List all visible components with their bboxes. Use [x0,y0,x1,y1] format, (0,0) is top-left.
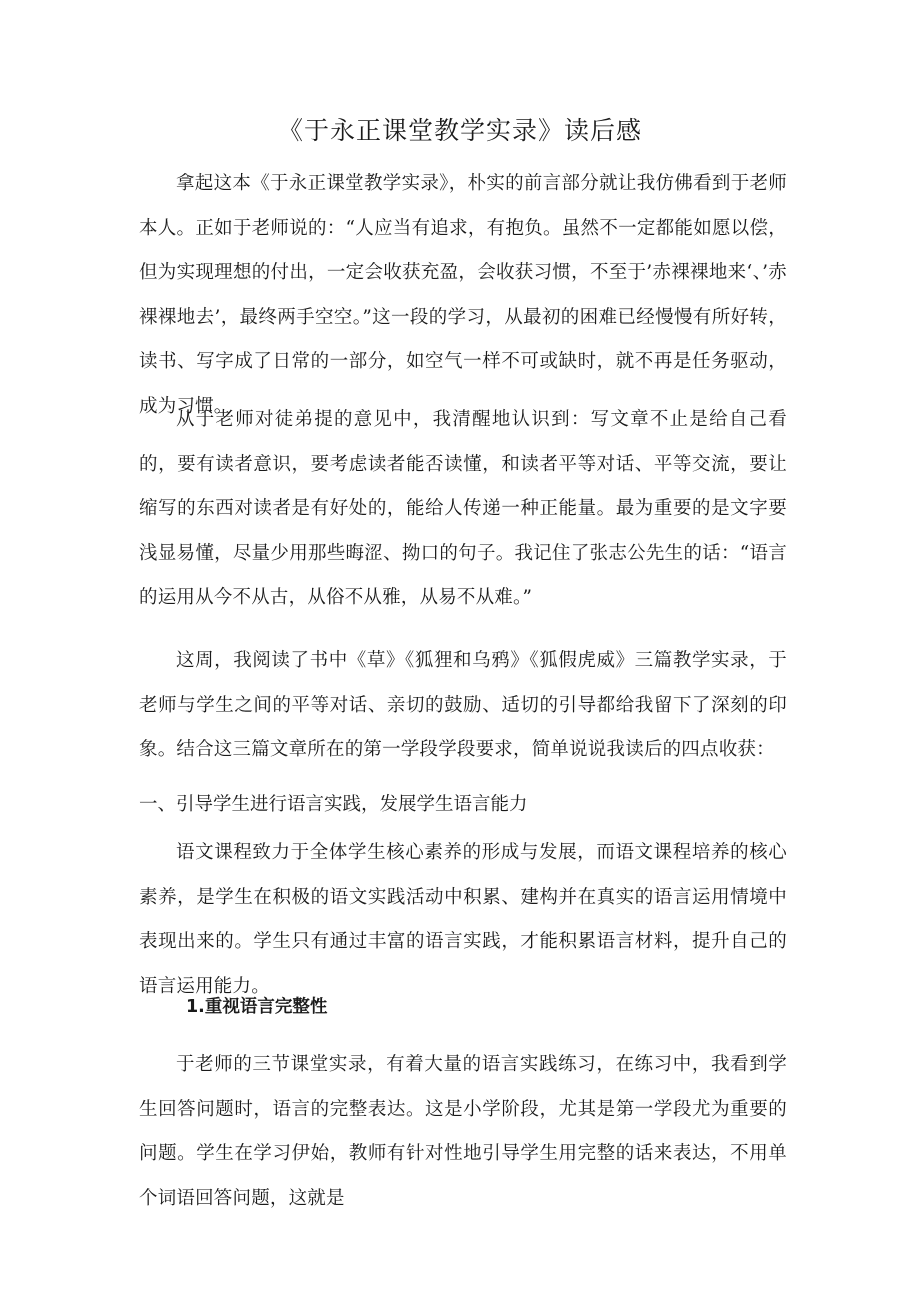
document-title: 《于永正课堂教学实录》读后感 [277,116,642,145]
paragraph-core-literacy: 语文课程致力于全体学生核心素养的形成与发展，而语文课程培养的核心素养，是学生在积极的语文实践活动中积累、建构并在真实的语言运用情境中表现出来的。学生只有通过丰富的语言实践，才能积累语言材料，提升自己的语言运用能力。 [139,842,787,997]
subheading-language-completeness: 1.重视语言完整性 [186,997,328,1017]
paragraph-classroom-records: 于老师的三节课堂实录，有着大量的语言实践练习，在练习中，我看到学生回答问题时，语言的完整表达。这是小学阶段，尤其是第一学段尤为重要的问题。学生在学习伊始，教师有针对性地引导学生用完整的话来表达，不用单个词语回答问题，这就是 [139,1054,787,1209]
paragraph-teacher-advice: 从于老师对徒弟提的意见中，我清醒地认识到：写文章不止是给自己看的，要有读者意识，要考虑读者能否读懂，和读者平等对话、平等交流，要让缩写的东西对读者是有好处的，能给人传递一种正能量。最为重要的是文字要浅显易懂，尽量少用那些晦涩、拗口的句子。我记住了张志公先生的话：“语言的运用从今不从古，从俗不从雅，从易不从难。” [139,409,787,609]
paragraph-preface: 拿起这本《于永正课堂教学实录》，朴实的前言部分就让我仿佛看到于老师本人。正如于老师说的：“人应当有追求，有抱负。虽然不一定都能如愿以偿，但为实现理想的付出，一定会收获充盈，会收获习惯，不至于’赤裸裸地来‘、’赤裸裸地去’，最终两手空空。”这一段的学习，从最初的困难已经慢慢有所好转，读书、写字成了日常的一部分，如空气一样不可或缺时，就不再是任务驱动，成为习惯。 [139,173,787,417]
paragraph-weekly-reading: 这周，我阅读了书中《草》《狐狸和乌鸦》《狐假虎威》三篇教学实录，于老师与学生之间的平等对话、亲切的鼓励、适切的引导都给我留下了深刻的印象。结合这三篇文章所在的第一学段学段要求，简单说说我读后的四点收获： [139,650,787,761]
section-heading-language-practice: 一、引导学生进行语言实践，发展学生语言能力 [139,794,528,815]
